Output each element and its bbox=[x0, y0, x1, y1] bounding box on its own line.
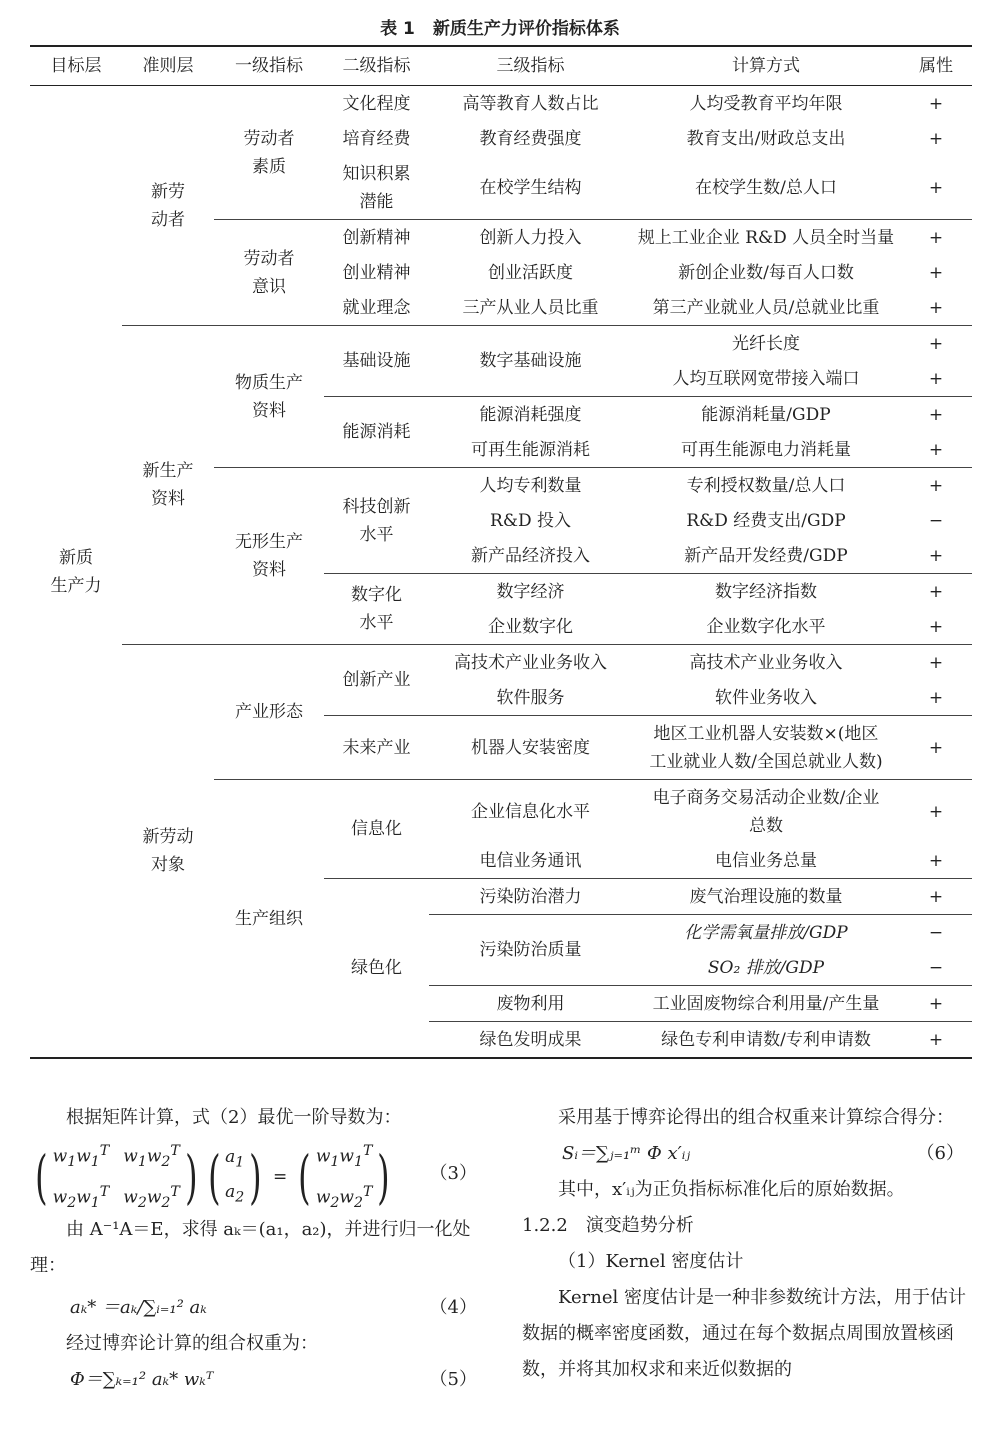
level1-cell: 生产组织 bbox=[214, 780, 324, 1059]
attr-cell: + bbox=[928, 439, 944, 460]
calc-cell bbox=[632, 950, 900, 986]
paragraph: 其中，x′ᵢⱼ为正负指标标准化后的原始数据。 bbox=[558, 1179, 905, 1200]
level3-cell: 可再生能源消耗 bbox=[471, 439, 590, 460]
table-title: 新质生产力评价指标体系 bbox=[432, 19, 620, 39]
attr-cell: + bbox=[900, 879, 972, 915]
attr-cell: − bbox=[928, 510, 944, 531]
paragraph: 经过博弈论计算的组合权重为： bbox=[66, 1333, 318, 1354]
level1-text: 劳动者 素质 bbox=[243, 128, 295, 177]
table-caption bbox=[0, 14, 1000, 39]
level3-cell: 绿色发明成果 bbox=[429, 1022, 632, 1059]
paragraph: 采用基于博弈论得出的组合权重来计算综合得分： bbox=[558, 1107, 954, 1128]
level3-cell: 高技术产业业务收入 bbox=[429, 645, 632, 681]
calc-cell bbox=[632, 915, 900, 951]
level3-cell: 数字经济 bbox=[429, 574, 632, 610]
level2-cell: 培育经费 bbox=[342, 128, 411, 149]
level2-cell: 信息化 bbox=[324, 780, 429, 879]
calc-cell: 人均互联网宽带接入端口 bbox=[672, 368, 860, 389]
attr-cell: + bbox=[928, 368, 944, 389]
header-level1: 一级指标 bbox=[235, 56, 303, 76]
level2-text: 数字化 水平 bbox=[351, 585, 402, 633]
criterion-text: 新劳 动者 bbox=[151, 181, 185, 230]
level3-cell: 企业数字化 bbox=[488, 616, 573, 637]
attr-cell: + bbox=[928, 128, 944, 149]
attr-cell: + bbox=[928, 616, 944, 637]
calc-text: 电子商务交易活动企业数/企业 总数 bbox=[652, 787, 880, 836]
equation-number: （6） bbox=[916, 1143, 964, 1164]
attr-cell: + bbox=[928, 545, 944, 566]
attr-cell: + bbox=[900, 645, 972, 681]
equation-6 bbox=[522, 1136, 972, 1172]
level2-cell: 就业理念 bbox=[342, 297, 411, 318]
calc-cell bbox=[632, 780, 900, 844]
level2-cell bbox=[324, 468, 429, 574]
attr-cell: + bbox=[900, 574, 972, 610]
equation-number: （3） bbox=[429, 1163, 477, 1184]
section-heading: 1.2.2 演变趋势分析 bbox=[522, 1215, 694, 1236]
subsection-heading: （1）Kernel 密度估计 bbox=[558, 1251, 744, 1272]
paragraph: 由 A⁻¹A＝E，求得 aₖ＝(a₁，a₂)，并进行归一化处理： bbox=[30, 1219, 471, 1276]
calc-cell: 规上工业企业 R&D 人员全时当量 bbox=[632, 220, 900, 256]
equation-3 bbox=[30, 1136, 485, 1212]
level2-cell: 创业精神 bbox=[342, 262, 411, 283]
level2-cell bbox=[324, 574, 429, 645]
equation-number: （5） bbox=[429, 1369, 477, 1390]
level1-cell bbox=[214, 220, 324, 326]
calc-cell: 可再生能源电力消耗量 bbox=[681, 439, 851, 460]
attr-cell: + bbox=[900, 1022, 972, 1059]
level2-cell: 绿色化 bbox=[324, 879, 429, 1059]
level3-cell: 教育经费强度 bbox=[479, 128, 582, 149]
equation-5 bbox=[30, 1362, 485, 1398]
calc-cell: 软件业务收入 bbox=[715, 687, 817, 708]
level3-cell: 高等教育人数占比 bbox=[462, 93, 599, 114]
equation-text: Sᵢ＝∑ⱼ₌₁ᵐ Φ x′ᵢⱼ bbox=[562, 1143, 691, 1164]
attr-cell: + bbox=[900, 397, 972, 433]
attr-cell: + bbox=[928, 177, 944, 198]
calc-cell: 绿色专利申请数/专利申请数 bbox=[632, 1022, 900, 1059]
goal-text: 新质 生产力 bbox=[50, 547, 102, 596]
level1-text: 无形生产 资料 bbox=[235, 532, 303, 580]
level3-cell: 软件服务 bbox=[496, 687, 565, 708]
level2-cell: 未来产业 bbox=[324, 716, 429, 780]
calc-cell: 数字经济指数 bbox=[632, 574, 900, 610]
level1-text: 劳动者 意识 bbox=[243, 248, 295, 297]
attr-cell: + bbox=[900, 326, 972, 362]
level2-text: 知识积累 潜能 bbox=[342, 163, 411, 212]
level1-text: 物质生产 资料 bbox=[235, 372, 303, 421]
attr-cell: + bbox=[928, 687, 944, 708]
header-criterion: 准则层 bbox=[142, 56, 194, 76]
attr-cell: − bbox=[928, 957, 944, 978]
attr-cell: + bbox=[900, 468, 972, 504]
level3-cell: 污染防治潜力 bbox=[429, 879, 632, 915]
calc-text: SO₂ 排放/GDP bbox=[707, 957, 825, 978]
criterion-cell bbox=[122, 645, 214, 1059]
calc-cell: 企业数字化水平 bbox=[706, 616, 826, 637]
header-level2: 二级指标 bbox=[342, 56, 411, 76]
level3-cell: 能源消耗强度 bbox=[429, 397, 632, 433]
table-header-row bbox=[30, 46, 972, 86]
criterion-text: 新生产 资料 bbox=[142, 461, 194, 509]
attr-cell: + bbox=[928, 850, 944, 871]
table-row bbox=[30, 326, 972, 362]
calc-cell: 电信业务总量 bbox=[715, 850, 817, 871]
calc-cell: 能源消耗量/GDP bbox=[632, 397, 900, 433]
level2-cell: 创新产业 bbox=[324, 645, 429, 716]
calc-cell: 人均受教育平均年限 bbox=[689, 93, 843, 114]
calc-text: 地区工业机器人安装数×(地区 工业就业人数/全国总就业人数) bbox=[649, 723, 883, 772]
level3-cell: 三产从业人员比重 bbox=[462, 297, 599, 318]
level1-cell: 产业形态 bbox=[214, 645, 324, 780]
level3-cell: 电信业务通讯 bbox=[479, 850, 582, 871]
attr-cell: − bbox=[900, 915, 972, 951]
criterion-cell bbox=[122, 86, 214, 326]
table-row bbox=[30, 86, 972, 122]
indicator-table bbox=[30, 45, 972, 1059]
calc-text: 化学需氧量排放/GDP bbox=[684, 922, 848, 943]
attr-cell: + bbox=[900, 220, 972, 256]
level3-cell: 数字基础设施 bbox=[429, 326, 632, 397]
attr-cell: + bbox=[900, 716, 972, 780]
left-column bbox=[30, 1100, 485, 1398]
calc-cell: 教育支出/财政总支出 bbox=[686, 128, 846, 149]
equation-text: Φ＝∑ₖ₌₁² aₖ* wₖᵀ bbox=[70, 1369, 214, 1390]
equation-number: （4） bbox=[429, 1297, 477, 1318]
calc-cell: R&D 经费支出/GDP bbox=[686, 510, 846, 531]
level3-cell: 人均专利数量 bbox=[429, 468, 632, 504]
table-number: 表 1 bbox=[380, 19, 415, 39]
header-level3: 三级指标 bbox=[496, 56, 565, 76]
calc-cell: 第三产业就业人员/总就业比重 bbox=[652, 297, 880, 318]
equation-4 bbox=[30, 1290, 485, 1326]
table-row bbox=[30, 645, 972, 681]
calc-cell: 废气治理设施的数量 bbox=[632, 879, 900, 915]
calc-cell: 新产品开发经费/GDP bbox=[684, 545, 848, 566]
level1-cell bbox=[214, 86, 324, 220]
calc-cell bbox=[632, 716, 900, 780]
paragraph: 根据矩阵计算，式（2）最优一阶导数为： bbox=[66, 1107, 402, 1128]
goal-cell bbox=[30, 86, 122, 1059]
level1-cell bbox=[214, 468, 324, 645]
level3-cell: 创新人力投入 bbox=[429, 220, 632, 256]
calc-cell: 新创企业数/每百人口数 bbox=[678, 262, 854, 283]
level2-text: 科技创新 水平 bbox=[342, 496, 411, 545]
criterion-cell bbox=[122, 326, 214, 645]
equation-text: aₖ* ＝aₖ/∑ᵢ₌₁² aₖ bbox=[70, 1297, 207, 1318]
attr-cell: + bbox=[928, 93, 944, 114]
calc-cell: 高技术产业业务收入 bbox=[632, 645, 900, 681]
calc-cell: 光纤长度 bbox=[632, 326, 900, 362]
attr-cell: + bbox=[928, 262, 944, 283]
level3-cell: 在校学生结构 bbox=[479, 177, 582, 198]
attr-cell: + bbox=[900, 780, 972, 844]
level3-cell: R&D 投入 bbox=[490, 510, 571, 531]
level3-cell: 新产品经济投入 bbox=[471, 545, 590, 566]
level2-cell: 基础设施 bbox=[324, 326, 429, 397]
level2-cell: 文化程度 bbox=[342, 93, 411, 114]
header-attribute: 属性 bbox=[919, 56, 953, 76]
level3-cell: 企业信息化水平 bbox=[429, 780, 632, 844]
criterion-text: 新劳动 对象 bbox=[142, 827, 194, 875]
level1-cell bbox=[214, 326, 324, 468]
level3-cell: 机器人安装密度 bbox=[429, 716, 632, 780]
header-calculation: 计算方式 bbox=[732, 56, 800, 76]
paragraph: Kernel 密度估计是一种非参数统计方法，用于估计数据的概率密度函数，通过在每个数据点周围放置核函数，并将其加权求和来近似数据的 bbox=[522, 1287, 966, 1380]
calc-cell: 工业固废物综合利用量/产生量 bbox=[632, 986, 900, 1022]
level2-cell bbox=[324, 156, 429, 220]
header-goal: 目标层 bbox=[50, 56, 102, 76]
matrix-equation: ( $w_1w_1^T$ $w_1w_2^T$ $w_2w_1^T$ $w_2w_2^T$ ) ( $a_1$ $a_2$ ) = ( $w_1w_1^T$ $w_2w_2^T$ ) bbox=[35, 1143, 390, 1212]
calc-cell: 在校学生数/总人口 bbox=[695, 177, 837, 198]
attr-cell: + bbox=[928, 297, 944, 318]
attr-cell: + bbox=[900, 986, 972, 1022]
level2-cell: 能源消耗 bbox=[324, 397, 429, 468]
calc-cell: 专利授权数量/总人口 bbox=[632, 468, 900, 504]
level3-cell: 创业活跃度 bbox=[488, 262, 573, 283]
right-column bbox=[522, 1100, 972, 1388]
level3-cell: 废物利用 bbox=[429, 986, 632, 1022]
level3-cell: 污染防治质量 bbox=[429, 915, 632, 986]
level2-cell: 创新精神 bbox=[324, 220, 429, 256]
